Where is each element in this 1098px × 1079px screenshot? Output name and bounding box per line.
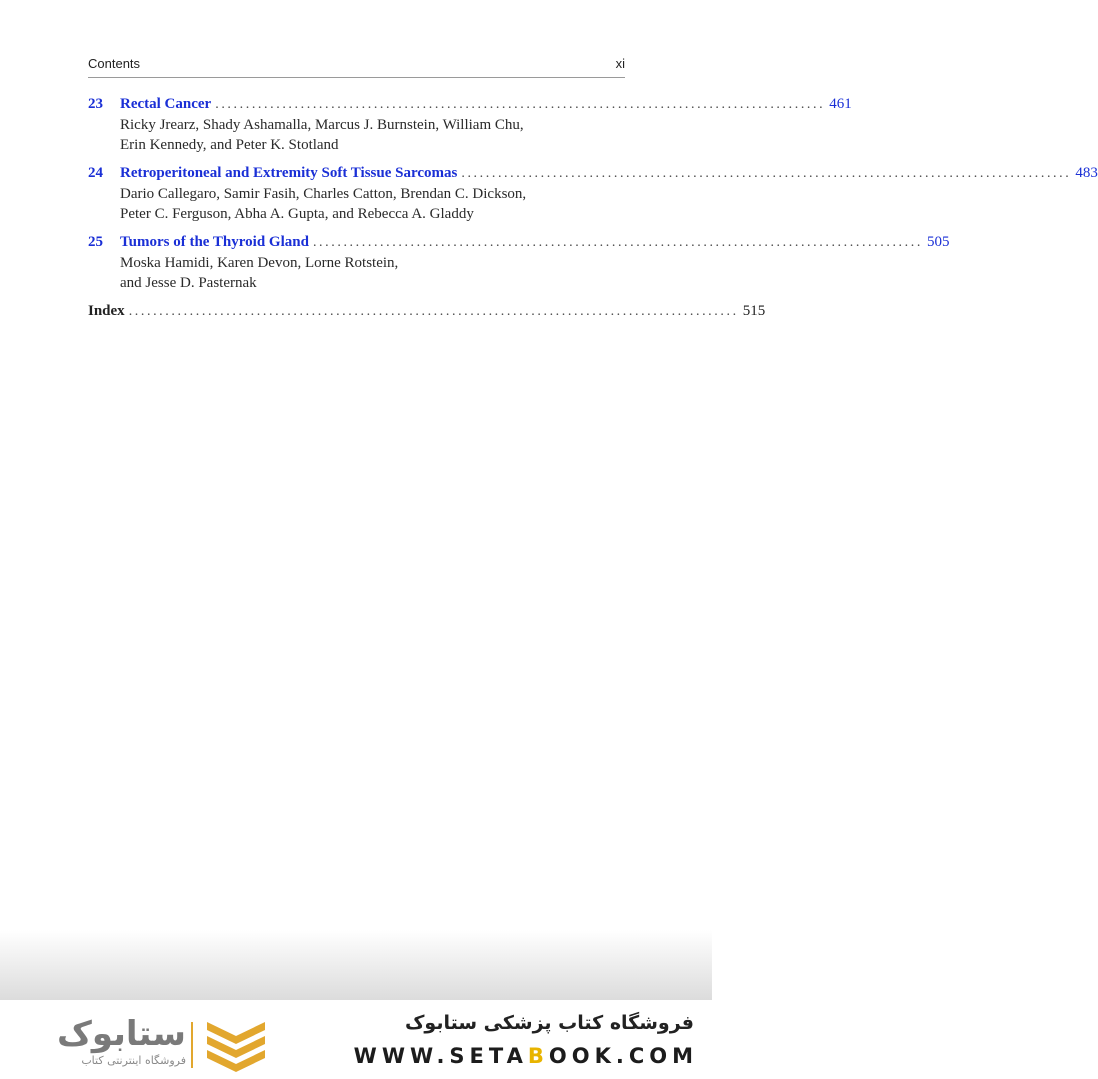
author-line: Peter C. Ferguson, Abha A. Gupta, and Rebecca A. Gladdy	[120, 206, 474, 222]
page-shadow	[0, 930, 712, 1000]
book-stack-icon	[205, 1018, 267, 1074]
chapter-authors	[120, 253, 625, 293]
chapter-page-link[interactable]: 505	[926, 234, 950, 250]
running-head-page-number: xi	[615, 56, 625, 71]
chapter-number[interactable]: 24	[88, 165, 103, 181]
setabook-logo-text: ستابوک	[57, 1014, 186, 1054]
toc-entry-24	[88, 163, 1098, 224]
logo-divider	[191, 1022, 193, 1068]
dot-leader: ....................................................................................................	[461, 166, 1072, 181]
dot-leader: ....................................................................................................	[128, 304, 739, 319]
url-suffix: OOK.COM	[548, 1044, 698, 1068]
chapter-authors	[120, 115, 625, 155]
dot-leader: ....................................................................................................	[312, 235, 923, 250]
dot-leader: ....................................................................................................	[215, 97, 826, 112]
author-line: Dario Callegaro, Samir Fasih, Charles Catton, Brendan C. Dickson,	[120, 186, 527, 202]
index-title[interactable]: Index	[88, 303, 125, 319]
chapter-title-link[interactable]: Rectal Cancer	[120, 96, 212, 112]
chapter-number[interactable]: 25	[88, 234, 103, 250]
store-url[interactable]	[354, 1044, 698, 1068]
toc-entry-25	[88, 232, 950, 293]
running-head	[88, 55, 625, 78]
author-line: and Jesse D. Pasternak	[120, 275, 257, 291]
chapter-number[interactable]: 23	[88, 96, 103, 112]
running-head-section: Contents	[88, 56, 141, 71]
chapter-page-link[interactable]: 483	[1075, 165, 1098, 181]
author-line: Ricky Jrearz, Shady Ashamalla, Marcus J. Burnstein, William Chu,	[120, 117, 524, 133]
watermark-footer	[0, 1000, 712, 1079]
store-name: فروشگاه کتاب پزشکی ستابوک	[404, 1012, 694, 1034]
index-page[interactable]: 515	[742, 303, 766, 319]
chapter-title-link[interactable]: Tumors of the Thyroid Gland	[120, 234, 309, 250]
chapter-authors	[120, 184, 625, 224]
chapter-page-link[interactable]: 461	[829, 96, 852, 112]
toc-entry-index	[88, 301, 766, 322]
author-line: Erin Kennedy, and Peter K. Stotland	[120, 137, 339, 153]
url-prefix: WWW.SETA	[353, 1044, 528, 1068]
table-of-contents	[88, 94, 1098, 322]
author-line: Moska Hamidi, Karen Devon, Lorne Rotstein,	[120, 255, 399, 271]
setabook-logo-subtitle: فروشگاه اینترنتی کتاب	[81, 1054, 186, 1067]
toc-entry-23	[88, 94, 852, 155]
chapter-title-link[interactable]: Retroperitoneal and Extremity Soft Tissue Sarcomas	[120, 165, 458, 181]
url-accent-letter: B	[527, 1044, 549, 1068]
